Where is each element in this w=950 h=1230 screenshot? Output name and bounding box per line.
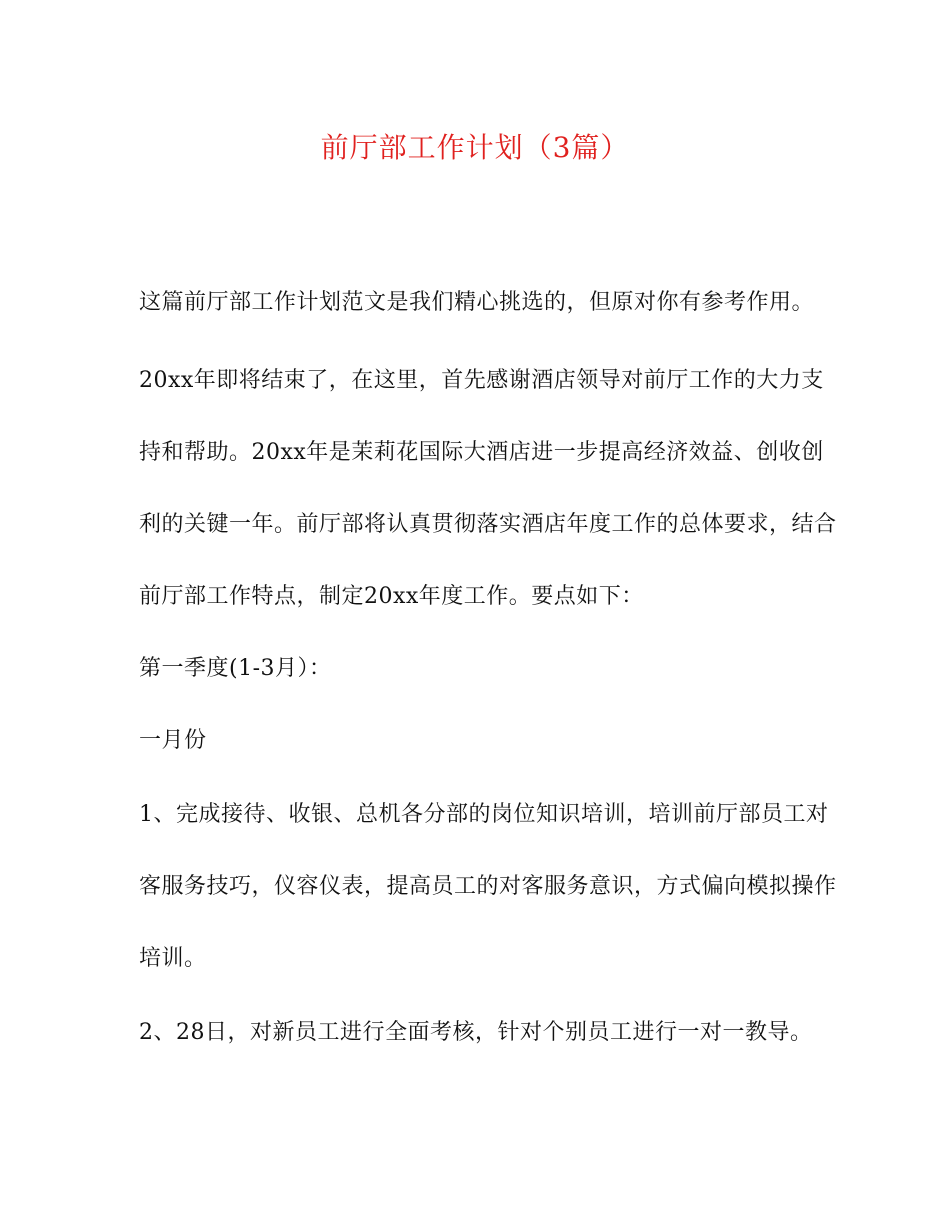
list-item-line: 培训。 <box>139 946 207 971</box>
paragraph-line: 20xx年即将结束了，在这里，首先感谢酒店领导对前厅工作的大力支 <box>139 368 824 393</box>
subsection-heading: 一月份 <box>139 728 207 753</box>
paragraph-line: 利的关键一年。前厅部将认真贯彻落实酒店年度工作的总体要求，结合 <box>139 512 837 537</box>
paragraph-line: 前厅部工作特点，制定20xx年度工作。要点如下： <box>139 584 644 609</box>
list-item-line: 客服务技巧，仪容仪表，提高员工的对客服务意识，方式偏向模拟操作 <box>139 874 837 899</box>
document-title: 前厅部工作计划（3篇） <box>320 131 630 164</box>
paragraph-line: 持和帮助。20xx年是茉莉花国际大酒店进一步提高经济效益、创收创 <box>139 440 824 465</box>
list-item-line: 2、28日，对新员工进行全面考核，针对个别员工进行一对一教导。 <box>139 1020 813 1045</box>
section-heading: 第一季度(1-3月）： <box>139 656 332 681</box>
paragraph-line: 这篇前厅部工作计划范文是我们精心挑选的，但原对你有参考作用。 <box>139 290 815 315</box>
list-item-line: 1、完成接待、收银、总机各分部的岗位知识培训，培训前厅部员工对 <box>139 802 829 827</box>
